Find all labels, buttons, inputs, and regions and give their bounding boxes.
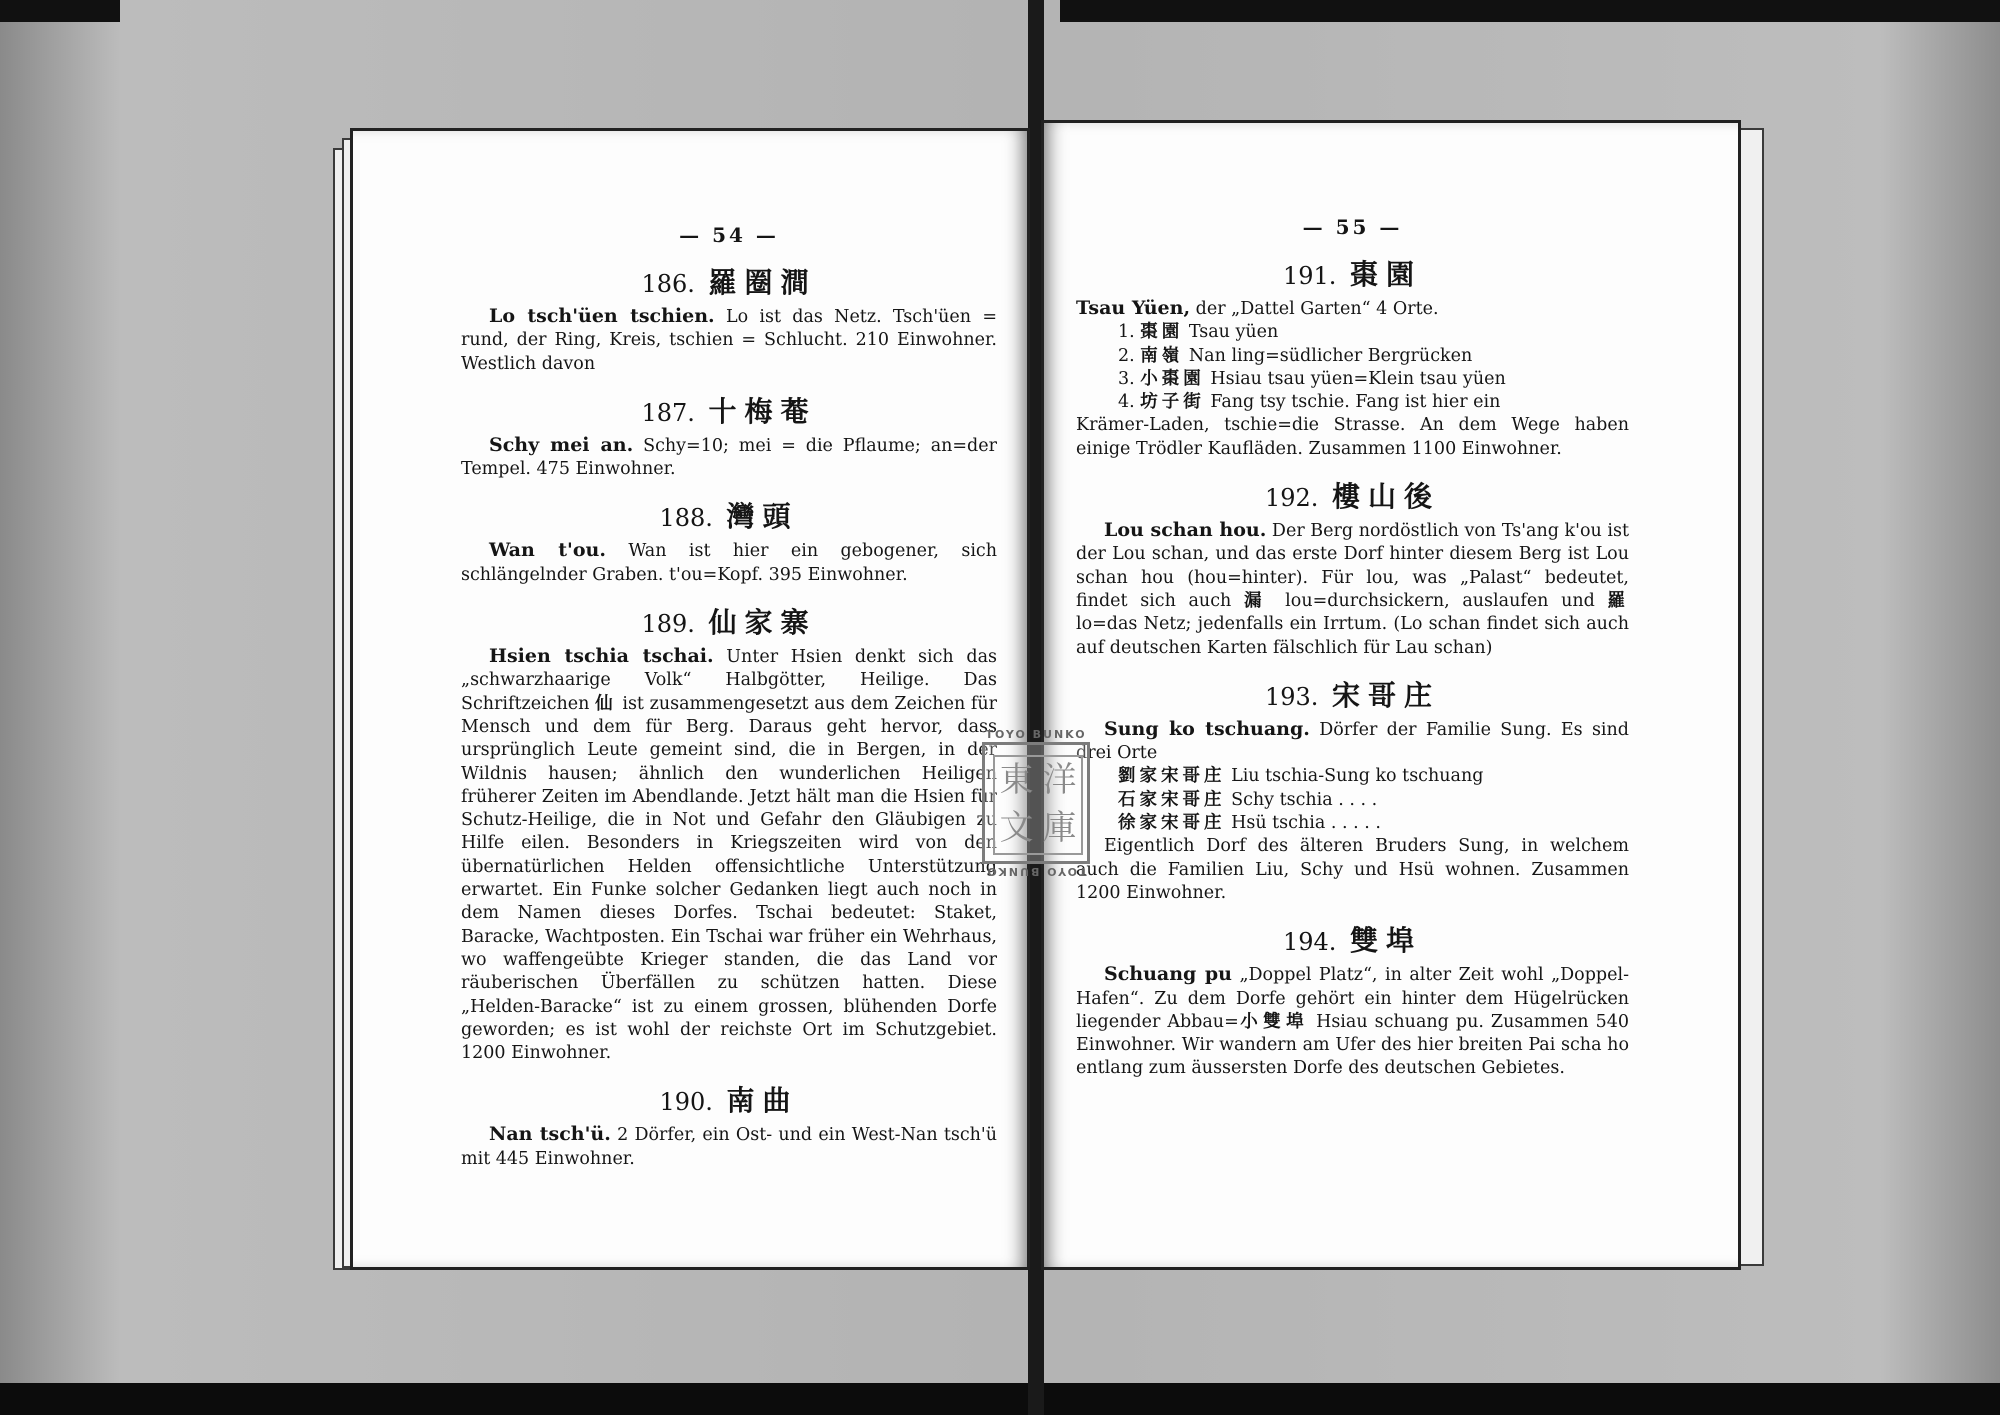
entry-text-191: Krämer-Laden, tschie=die Strasse. An dem Wege haben einige Trödler Kaufläden. Zusammen 1100 Einwohner.	[1076, 415, 1629, 459]
entry-body: „Doppel Platz“, in alter Zeit wohl „Doppel-Hafen“. Zu dem Dorfe gehört ein hinter dem Hügelrücken liegender Abbau=	[1076, 965, 1629, 1032]
entry-number: 192.	[1264, 484, 1319, 513]
entry-intro-193	[1076, 718, 1629, 766]
entry-term: Sung ko tschuang.	[1104, 717, 1310, 740]
entry-text-186	[461, 305, 997, 376]
entry-term: Lo tsch'üen tschien.	[489, 305, 715, 327]
entry-body: Lo ist das Netz. Tsch'üen = rund, der Ring, Kreis, tschien = Schlucht. 210 Einwohner. Westlich davon	[461, 307, 997, 374]
entry-characters: 南曲	[726, 1084, 799, 1118]
entry-number: 186.	[641, 270, 695, 298]
scan-edge-bottom	[0, 1383, 2000, 1415]
entry-body: der „Dattel Garten“ 4 Orte.	[1190, 299, 1439, 319]
entry-heading-193	[1076, 674, 1629, 714]
entry-text-188	[461, 539, 997, 587]
entry-number: 193.	[1264, 682, 1319, 711]
item-characters: 徐家宋哥庄	[1118, 813, 1226, 834]
entry-text-189	[461, 645, 997, 1065]
stamp-glyph: 文	[999, 808, 1034, 848]
right-page	[1041, 120, 1741, 1270]
list-item	[1118, 765, 1629, 788]
entry-body-cont: ist zusammengesetzt aus dem Zeichen für Mensch und dem für Berg. Daraus geht hervor, dass ursprünglich Leute gemeint sind, die in Bergen, in der Wildnis hausen; ähnlich den wunderlichen Heiligen früherer Zeiten im Abendlande. Jetzt hält man die Hsien für Schutz-Heilige, die in Not und Gefahr den Gläubigen zu Hilfe eilen. Besonders in Kriegszeiten wird von den übernatürlichen Helden offensichtliche Unterstützung erwartet. Ein Funke solcher Gedanken liegt auch noch in dem Namen dieses Dorfes. Tschai bedeutet: Staket, Baracke, Wachtposten. Ein Tschai war früher ein Wehrhaus, wo waffengeübte Krieger standen, die das Land vor räuberischen Überfällen zu schützen hatten. Diese „Helden-Baracke“ ist zu einem grossen, blühenden Dorfe geworden; es ist wohl der reichste Ort im Schutzgebiet. 1200 Einwohner.	[461, 693, 997, 1064]
entry-characters: 雙埠	[1350, 924, 1423, 958]
entry-body-cont: Hsiau schuang pu. Zusammen 540 Einwohner. Wir wandern am Ufer des hier breiten Pai scha ho entlang zum äussersten Dorfe des deutschen Gebietes.	[1076, 1011, 1629, 1079]
entry-characters: 仙家寨	[708, 606, 817, 640]
entry-body: Dörfer der Familie Sung. Es sind drei Orte	[1076, 719, 1629, 764]
list-item	[1118, 368, 1629, 391]
entry-number: 187.	[641, 398, 695, 427]
entry-term: Tsau Yüen,	[1076, 297, 1191, 319]
entry-number: 194.	[1282, 928, 1337, 957]
entry-body: Wan ist hier ein gebogener, sich schlängelnder Graben. t'ou=Kopf. 395 Einwohner.	[461, 541, 998, 585]
entry-body: Schy=10; mei = die Pflaume; an=der Tempel. 475 Einwohner.	[461, 435, 997, 480]
entry-body: 2 Dörfer, ein Ost- und ein West-Nan tsch'ü mit 445 Einwohner.	[461, 1125, 997, 1169]
entry-body: Unter Hsien denkt sich das „schwarzhaarige Volk“ Halbgötter, Heilige. Das Schriftzeichen	[461, 647, 997, 714]
item-characters: 坊子街	[1140, 392, 1205, 413]
inline-character: 仙	[595, 693, 617, 714]
entry-body-cont: lou=durchsickern, auslaufen und	[1272, 590, 1608, 611]
entry-text-194	[1076, 963, 1629, 1080]
entry-characters: 棗園	[1350, 258, 1423, 291]
inline-character: 羅	[1607, 590, 1629, 611]
item-text: Tsau yüen	[1188, 322, 1279, 343]
stamp-glyph: 洋	[1042, 760, 1077, 800]
item-characters: 小棗園	[1140, 368, 1205, 389]
village-list-191	[1076, 321, 1629, 414]
item-text: Fang tsy tschie. Fang ist hier ein	[1210, 392, 1501, 413]
entry-heading-192	[1076, 475, 1629, 515]
stamp-glyph: 東	[999, 760, 1034, 800]
entry-term: Schy mei an.	[489, 433, 634, 456]
inline-character: 漏	[1243, 590, 1273, 611]
list-item	[1118, 345, 1629, 368]
entry-number: 190.	[659, 1088, 713, 1117]
item-number: 2.	[1118, 345, 1135, 366]
village-list-193	[1076, 765, 1629, 835]
entry-term: Lou schan hou.	[1104, 519, 1267, 542]
entry-heading-191	[1076, 253, 1629, 293]
entry-number: 191.	[1282, 262, 1337, 290]
entry-characters: 灣頭	[726, 500, 799, 534]
scan-edge-top-left	[0, 0, 120, 22]
entry-term: Hsien tschia tschai.	[489, 645, 714, 668]
item-text: Hsü tschia . . . . .	[1231, 813, 1381, 834]
entry-text-187	[461, 434, 997, 482]
item-characters: 劉家宋哥庄	[1118, 766, 1226, 787]
inline-characters: 小雙埠	[1238, 1011, 1310, 1032]
library-stamp	[982, 728, 1090, 878]
item-text: Nan ling=südlicher Bergrücken	[1188, 345, 1473, 366]
stamp-glyph: 庫	[1042, 808, 1077, 848]
item-characters: 南嶺	[1140, 345, 1184, 366]
item-text: Liu tschia-Sung ko tschuang	[1231, 766, 1484, 787]
entry-term: Nan tsch'ü.	[489, 1123, 611, 1146]
item-characters: 棗園	[1140, 322, 1184, 343]
stamp-caption-bottom: TOYO BUNKO	[985, 865, 1087, 878]
item-text: Schy tschia . . . .	[1231, 789, 1378, 810]
entry-heading-190	[461, 1079, 997, 1119]
page-number: — 54 —	[679, 223, 779, 247]
entry-heading-188	[461, 495, 997, 535]
stamp-seal	[993, 755, 1083, 855]
list-item	[1118, 321, 1629, 344]
entry-characters: 宋哥庄	[1332, 678, 1441, 712]
entry-characters: 樓山後	[1332, 480, 1441, 514]
list-item	[1118, 391, 1629, 414]
entry-term: Wan t'ou.	[489, 539, 606, 562]
scan-edge-top-right	[1060, 0, 2000, 22]
item-number: 3.	[1118, 368, 1135, 389]
entry-text-193: Eigentlich Dorf des älteren Bruders Sung, in welchem auch die Familien Liu, Schy und Hsü wohnen. Zusammen 1200 Einwohner.	[1076, 836, 1629, 903]
list-item	[1118, 789, 1629, 812]
entry-heading-187	[461, 390, 997, 430]
entry-number: 189.	[641, 610, 695, 639]
item-number: 1.	[1118, 322, 1135, 343]
left-page	[350, 128, 1030, 1270]
entry-term: Schuang pu	[1104, 963, 1232, 986]
right-page-content	[1076, 215, 1629, 1081]
entry-heading-189	[461, 601, 997, 641]
entry-characters: 羅圈澗	[708, 266, 817, 299]
left-page-content	[461, 223, 997, 1171]
entry-characters: 十梅菴	[708, 394, 817, 428]
entry-intro-191	[1076, 297, 1629, 321]
entry-number: 188.	[659, 504, 713, 533]
page-number: — 55 —	[1302, 215, 1403, 239]
stamp-caption-top: TOYO BUNKO	[985, 728, 1087, 741]
item-number: 4.	[1118, 392, 1135, 413]
item-text: Hsiau tsau yüen=Klein tsau yüen	[1210, 368, 1506, 389]
entry-heading-194	[1076, 919, 1629, 959]
entry-body-end: lo=das Netz; jedenfalls ein Irrtum. (Lo schan findet sich auch auf deutschen Karten fälschlich für Lau schan)	[1076, 614, 1629, 658]
entry-text-190	[461, 1123, 997, 1171]
item-characters: 石家宋哥庄	[1118, 789, 1226, 810]
entry-heading-186	[461, 261, 997, 301]
list-item	[1118, 812, 1629, 835]
entry-text-192	[1076, 519, 1629, 660]
entry-body: Der Berg nordöstlich von Ts'ang k'ou ist der Lou schan, und das erste Dorf hinter diesem Berg ist Lou schan hou (hou=hinter). Für lou, was „Palast“ bedeutet, findet sich auch	[1076, 521, 1629, 611]
